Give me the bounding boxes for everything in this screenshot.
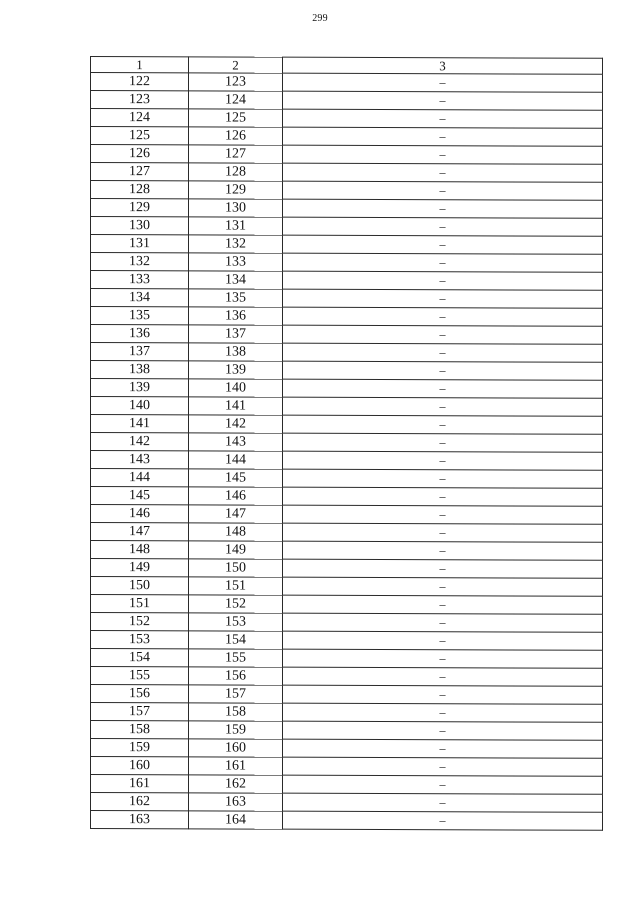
cell-col-2: 130 [189,199,283,217]
cell-col-3: – [283,109,603,128]
cell-col-2: 145 [189,469,283,487]
cell-col-1: 134 [91,289,189,307]
column-header-1: 1 [91,57,189,73]
cell-col-1: 124 [91,109,189,127]
cell-col-1: 162 [91,793,189,811]
table-row [91,343,603,363]
table-row [91,649,603,669]
cell-col-3: – [283,145,603,164]
cell-col-2: 144 [189,451,283,469]
cell-col-1: 155 [91,667,189,685]
table-row [91,559,603,579]
cell-col-1: 145 [91,487,189,505]
cell-col-3: – [283,163,603,182]
cell-col-3: – [283,505,603,524]
table-row [91,721,603,741]
cell-col-3: – [283,307,603,326]
cell-col-2: 141 [189,397,283,415]
cell-col-1: 136 [91,325,189,343]
cell-col-3: – [283,253,603,272]
cell-col-3: – [283,181,603,200]
cell-col-2: 134 [189,271,283,289]
table-row [91,289,603,309]
cell-col-2: 138 [189,343,283,361]
cell-col-3: – [283,379,603,398]
cell-col-3: – [283,577,603,596]
cell-col-2: 140 [189,379,283,397]
cell-col-1: 147 [91,523,189,541]
table-row [91,73,603,93]
table-header [91,57,603,75]
cell-col-1: 156 [91,685,189,703]
cell-col-1: 146 [91,505,189,523]
cell-col-1: 126 [91,145,189,163]
table-row [91,541,603,561]
cell-col-3: – [283,487,603,506]
table-body [91,73,603,831]
cell-col-2: 159 [189,721,283,739]
cell-col-3: – [283,649,603,668]
table-row [91,577,603,597]
cell-col-1: 157 [91,703,189,721]
cell-col-2: 135 [189,289,283,307]
table-row [91,757,603,777]
cell-col-2: 153 [189,613,283,631]
cell-col-2: 132 [189,235,283,253]
cell-col-2: 157 [189,685,283,703]
cell-col-1: 158 [91,721,189,739]
cell-col-2: 146 [189,487,283,505]
cell-col-2: 148 [189,523,283,541]
cell-col-3: – [283,271,603,290]
table-row [91,163,603,183]
cell-col-2: 156 [189,667,283,685]
table-row [91,217,603,237]
cell-col-3: – [283,415,603,434]
cell-col-2: 124 [189,91,283,109]
cell-col-3: – [283,361,603,380]
cell-col-2: 139 [189,361,283,379]
cell-col-1: 153 [91,631,189,649]
cell-col-1: 133 [91,271,189,289]
cell-col-1: 140 [91,397,189,415]
table-row [91,487,603,507]
table-row [91,379,603,399]
cell-col-1: 138 [91,361,189,379]
cell-col-3: – [283,721,603,740]
table-row [91,91,603,111]
table-row [91,667,603,687]
table-row [91,127,603,147]
cell-col-2: 154 [189,631,283,649]
table-row [91,397,603,417]
cell-col-1: 132 [91,253,189,271]
cell-col-2: 126 [189,127,283,145]
cell-col-2: 131 [189,217,283,235]
cell-col-2: 123 [189,73,283,91]
table-row [91,361,603,381]
cell-col-2: 136 [189,307,283,325]
cell-col-3: – [283,289,603,308]
cell-col-3: – [283,343,603,362]
cell-col-2: 137 [189,325,283,343]
cell-col-2: 161 [189,757,283,775]
column-header-3: 3 [283,57,603,74]
cell-col-1: 160 [91,757,189,775]
table-row [91,109,603,129]
table-row [91,595,603,615]
cell-col-2: 127 [189,145,283,163]
table-row [91,271,603,291]
cell-col-3: – [283,595,603,614]
table-row [91,793,603,813]
table-row [91,433,603,453]
cell-col-1: 151 [91,595,189,613]
table-row [91,613,603,633]
table-row [91,253,603,273]
cell-col-3: – [283,217,603,236]
cell-col-1: 163 [91,811,189,829]
table-row [91,415,603,435]
cell-col-3: – [283,613,603,632]
cell-col-3: – [283,523,603,542]
table-row [91,199,603,219]
cell-col-2: 129 [189,181,283,199]
cell-col-3: – [283,775,603,794]
header-row [91,57,603,75]
cell-col-3: – [283,541,603,560]
cell-col-1: 129 [91,199,189,217]
cell-col-1: 122 [91,73,189,91]
cell-col-1: 135 [91,307,189,325]
cell-col-3: – [283,325,603,344]
cell-col-3: – [283,235,603,254]
cell-col-1: 154 [91,649,189,667]
table-row [91,181,603,201]
cell-col-2: 152 [189,595,283,613]
cell-col-3: – [283,667,603,686]
cell-col-1: 149 [91,559,189,577]
cell-col-1: 152 [91,613,189,631]
cell-col-2: 128 [189,163,283,181]
cell-col-3: – [283,685,603,704]
cell-col-3: – [283,469,603,488]
cell-col-2: 142 [189,415,283,433]
data-table [90,56,603,831]
table-row [91,523,603,543]
cell-col-1: 139 [91,379,189,397]
cell-col-3: – [283,631,603,650]
table-row [91,505,603,525]
table-row [91,685,603,705]
cell-col-2: 155 [189,649,283,667]
cell-col-1: 142 [91,433,189,451]
cell-col-1: 150 [91,577,189,595]
cell-col-1: 131 [91,235,189,253]
cell-col-3: – [283,739,603,758]
cell-col-1: 130 [91,217,189,235]
cell-col-3: – [283,433,603,452]
page-number: 299 [312,13,328,24]
cell-col-2: 149 [189,541,283,559]
cell-col-2: 163 [189,793,283,811]
cell-col-2: 147 [189,505,283,523]
cell-col-3: – [283,397,603,416]
table-row [91,451,603,471]
cell-col-1: 125 [91,127,189,145]
cell-col-1: 137 [91,343,189,361]
cell-col-2: 164 [189,811,283,829]
cell-col-3: – [283,559,603,578]
cell-col-2: 143 [189,433,283,451]
cell-col-1: 144 [91,469,189,487]
cell-col-1: 128 [91,181,189,199]
cell-col-2: 125 [189,109,283,127]
cell-col-2: 160 [189,739,283,757]
table-row [91,703,603,723]
cell-col-2: 150 [189,559,283,577]
table-row [91,739,603,759]
table-row [91,235,603,255]
cell-col-1: 148 [91,541,189,559]
cell-col-3: – [283,811,603,830]
cell-col-2: 151 [189,577,283,595]
cell-col-2: 133 [189,253,283,271]
cell-col-1: 143 [91,451,189,469]
cell-col-1: 141 [91,415,189,433]
cell-col-3: – [283,91,603,110]
cell-col-1: 123 [91,91,189,109]
table-row [91,811,603,831]
table-row [91,631,603,651]
table-row [91,775,603,795]
table-row [91,469,603,489]
cell-col-3: – [283,451,603,470]
cell-col-3: – [283,73,603,92]
cell-col-3: – [283,757,603,776]
table-row [91,325,603,345]
cell-col-3: – [283,703,603,722]
cell-col-3: – [283,127,603,146]
cell-col-3: – [283,199,603,218]
column-header-2: 2 [189,57,283,73]
cell-col-2: 162 [189,775,283,793]
table-row [91,145,603,165]
cell-col-1: 161 [91,775,189,793]
table-row [91,307,603,327]
cell-col-1: 159 [91,739,189,757]
cell-col-2: 158 [189,703,283,721]
cell-col-1: 127 [91,163,189,181]
cell-col-3: – [283,793,603,812]
